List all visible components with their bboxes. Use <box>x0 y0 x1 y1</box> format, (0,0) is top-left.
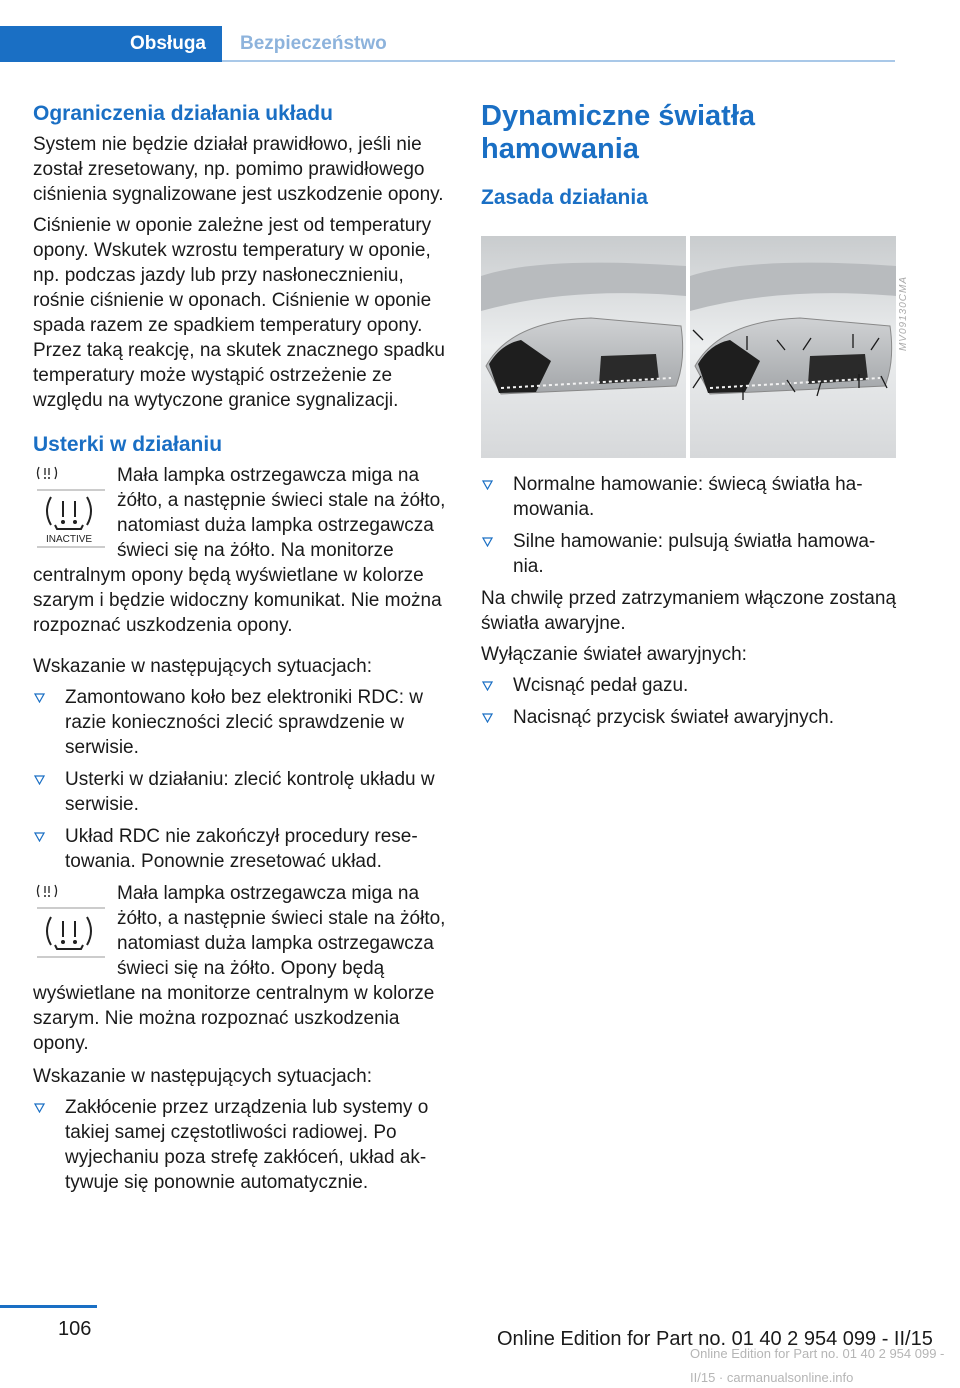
list-item: Zakłócenie przez urządzenia lub systemy o takiej samej częstotliwości radiowej. Po wyjechaniu poza strefę zakłóceń, układ aktywuje się ponownie automatycznie. <box>33 1095 451 1195</box>
tire-pressure-warning-icon <box>33 463 109 549</box>
page-title-brake-lights: Dynamiczne światła hamowania <box>481 100 755 165</box>
warning-icons-gray <box>33 881 109 967</box>
watermark: Online Edition for Part no. 01 40 2 954 099 - II/15 · carmanualsonline.info <box>690 1346 945 1385</box>
section-title-limitations: Ograniczenia działania układu <box>33 102 333 125</box>
list-item: Usterki w działaniu: zlecić kontrolę układu w serwisie. <box>33 767 451 817</box>
list-item: Normalne hamowanie: świecą światła hamowania. <box>481 472 896 522</box>
list-item: Zamontowano koło bez elektroniki RDC: w razie konieczności zlecić sprawdzenie w serwisie. <box>33 685 451 760</box>
triangle-bullet-icon <box>482 681 493 691</box>
left-column <box>33 100 451 1202</box>
braking-list <box>481 472 896 579</box>
triangle-bullet-icon <box>34 1103 45 1113</box>
hazard-off-intro: Wyłączanie świateł awaryjnych: <box>481 644 747 665</box>
indication-list-2 <box>33 1095 451 1195</box>
warning-block-inactive <box>33 463 451 638</box>
image-code: MV09130CMA <box>898 276 909 352</box>
header-divider <box>222 60 895 62</box>
footer-accent-line <box>0 1305 97 1308</box>
warning-icons-inactive <box>33 463 109 549</box>
triangle-bullet-icon <box>482 480 493 490</box>
triangle-bullet-icon <box>34 693 45 703</box>
section-title-malfunctions: Usterki w działaniu <box>33 433 223 456</box>
list-item: Silne hamowanie: pulsują światła hamowania. <box>481 529 896 579</box>
warning-inactive-text: Mała lampka ostrzegawcza miga na żółto, a następnie świeci stale na żółto, natomiast duża lampka ostrzegawcza świeci się na żółto. Na monitorze centralnym opony będą wyświetlane w kolorze szarym i będzie widoczny komunikat. Nie można rozpoznać uszkodzenia opony. <box>33 465 446 636</box>
hazard-off-list <box>481 673 896 730</box>
limitations-paragraph-1: System nie będzie działał prawidłowo, jeśli nie został zresetowany, np. pomimo prawidłowego ciśnienia sygnalizowane jest uszkodzenie opony. <box>33 134 444 205</box>
indication-list-1 <box>33 685 451 874</box>
triangle-bullet-icon <box>34 832 45 842</box>
indication-intro-2: Wskazanie w następujących sytuacjach: <box>33 1066 372 1087</box>
limitations-paragraph-2: Ciśnienie w oponie zależne jest od temperatury opony. Wskutek wzrostu temperatury w oponie, np. podczas jazdy lub przy nasłonecznieniu, rośnie ciśnienie w oponach. Ciśnienie w oponie spada razem ze spadkiem temperatury opony. Przez taką reakcję, na skutek znacznego spadku temperatury może wystąpić ostrzeżenie ze względu na wytyczone granice sygnalizacji. <box>33 215 445 411</box>
list-item: Wcisnąć pedał gazu. <box>481 673 896 698</box>
tab-obsluga[interactable]: Obsługa <box>0 26 222 62</box>
brake-lights-illustration <box>481 236 909 458</box>
warning-gray-text: Mała lampka ostrzegawcza miga na żółto, a następnie świeci stale na żółto, natomiast duża lampka ostrzegawcza świeci się na żółto. Opony będą wyświetlane na monitorze centralnym w kolorze szarym. Nie można rozpoznać uszkodzenia opony. <box>33 883 446 1054</box>
tail-lights-image <box>481 236 896 458</box>
hazard-lights-paragraph: Na chwilę przed zatrzymaniem włączone zostaną światła awaryjne. <box>481 588 897 634</box>
tire-pressure-warning-icon <box>33 881 109 961</box>
warning-block-gray <box>33 881 451 1056</box>
triangle-bullet-icon <box>482 713 493 723</box>
list-item: Układ RDC nie zakończył procedury resetowania. Ponownie zresetować układ. <box>33 824 451 874</box>
indication-intro-1: Wskazanie w następujących sytuacjach: <box>33 656 372 677</box>
inactive-label: INACTIVE <box>45 534 93 545</box>
triangle-bullet-icon <box>482 537 493 547</box>
section-title-principle: Zasada działania <box>481 186 648 209</box>
tab-bezpieczenstwo[interactable]: Bezpieczeństwo <box>240 33 387 54</box>
triangle-bullet-icon <box>34 775 45 785</box>
right-column <box>481 100 909 737</box>
page-number: 106 <box>58 1318 92 1340</box>
list-item: Nacisnąć przycisk świateł awaryjnych. <box>481 705 896 730</box>
edition-text: Online Edition for Part no. 01 40 2 954 099 - II/15 <box>497 1328 933 1350</box>
